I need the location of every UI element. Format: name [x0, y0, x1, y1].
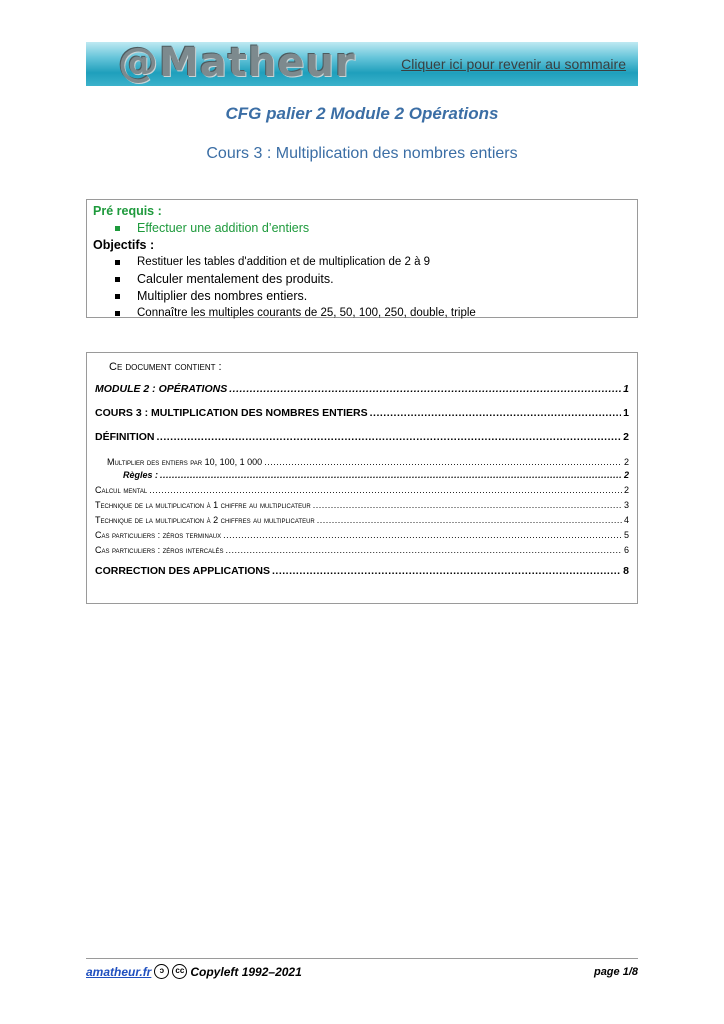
toc-entry-zeros-terminaux[interactable]: Cas particuliers : zéros terminaux ..... 5: [95, 530, 629, 540]
toc-entry-correction[interactable]: CORRECTION DES APPLICATIONS ..... 8: [95, 565, 629, 577]
toc-entry-zeros-intercales[interactable]: Cas particuliers : zéros intercalés ..... 6: [95, 545, 629, 555]
cc-icon: cc: [172, 964, 187, 979]
table-of-contents: [86, 352, 638, 604]
footer-divider: [86, 958, 638, 959]
site-logo: @Matheur: [118, 42, 356, 86]
toc-entry-multiplier-par-10[interactable]: Multiplier des entiers par 10, 100, 1 000 ..... 2: [95, 457, 629, 467]
toc-entry-cours[interactable]: COURS 3 : MULTIPLICATION DES NOMBRES ENTIERS ..... 1: [95, 407, 629, 419]
document-subtitle: Cours 3 : Multiplication des nombres entiers: [206, 145, 518, 162]
objectives-heading: Objectifs :: [93, 238, 155, 252]
prereq-item: Effectuer une addition d’entiers: [93, 220, 631, 237]
toc-entry-technique-2-chiffres[interactable]: Technique de la multiplication à 2 chiffres au multiplicateur ..... 4: [95, 515, 629, 525]
toc-entry-regles[interactable]: Règles : ..... 2: [95, 470, 629, 480]
objective-item: Multiplier des nombres entiers.: [93, 288, 631, 305]
objective-item: Connaître les multiples courants de 25, 50, 100, 250, double, triple: [93, 305, 631, 322]
objective-item: Calculer mentalement des produits.: [93, 271, 631, 288]
toc-entry-calcul-mental[interactable]: Calcul mental ..... 2: [95, 485, 629, 495]
toc-heading: Ce document contient :: [109, 361, 222, 373]
document-title: CFG palier 2 Module 2 Opérations: [225, 104, 499, 123]
toc-entry-technique-1-chiffre[interactable]: Technique de la multiplication à 1 chiffre au multiplicateur ..... 3: [95, 500, 629, 510]
prereq-heading: Pré requis :: [93, 204, 162, 218]
copyleft-icon: ↄ: [154, 964, 169, 979]
objective-item: Restituer les tables d'addition et de multiplication de 2 à 9: [93, 254, 631, 271]
page-number: page 1/8: [593, 966, 638, 978]
prerequisites-box: [86, 199, 638, 318]
back-to-summary-link[interactable]: Cliquer ici pour revenir au sommaire: [401, 56, 626, 72]
header-banner: [86, 42, 638, 86]
copyleft-text: Copyleft 1992–2021: [190, 964, 302, 979]
footer-left: [86, 964, 302, 979]
toc-entry-module[interactable]: MODULE 2 : OPÉRATIONS ..... 1: [95, 383, 629, 395]
toc-entry-definition[interactable]: DÉFINITION ..... 2: [95, 431, 629, 443]
site-link[interactable]: amatheur.fr: [86, 964, 152, 979]
